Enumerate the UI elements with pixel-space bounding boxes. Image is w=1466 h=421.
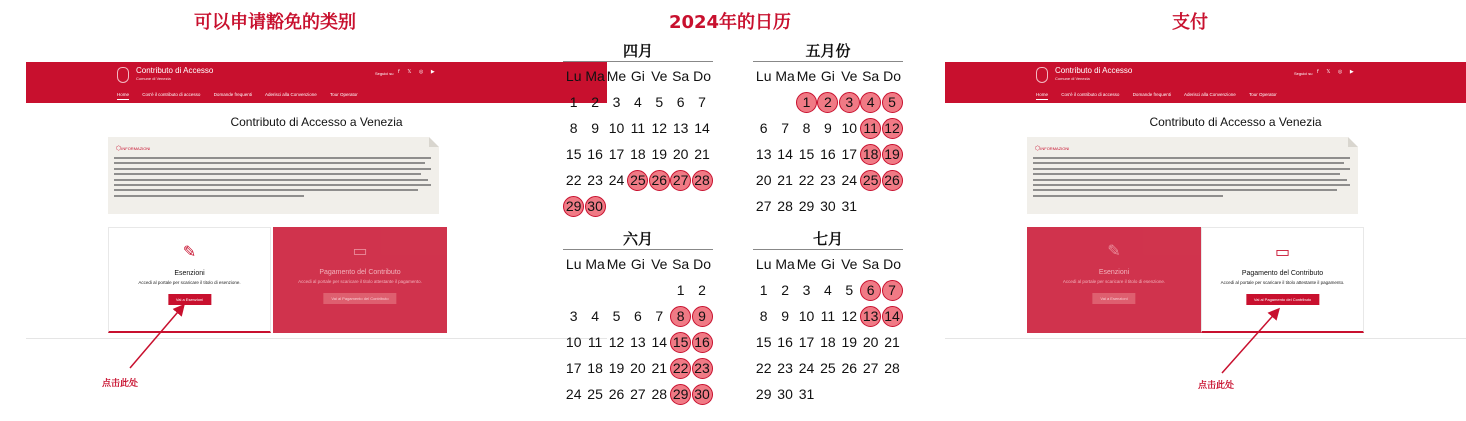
weekday-label: Gi <box>630 256 645 272</box>
weekday-label: Ve <box>651 68 668 84</box>
day: 20 <box>755 172 772 188</box>
day: 20 <box>630 360 646 376</box>
day: 3 <box>802 282 811 298</box>
day: 3 <box>612 94 621 110</box>
day: 7 <box>655 308 664 324</box>
day: 1 <box>759 282 768 298</box>
weekday-label: Gi <box>820 68 835 84</box>
empty-day <box>627 279 648 302</box>
site-header <box>1029 62 1442 103</box>
month-name: 四月 <box>563 40 713 62</box>
day: 14 <box>777 146 793 162</box>
nav-about[interactable]: Cos'è il contributo di accesso <box>142 92 201 97</box>
exemptions-card[interactable] <box>108 227 271 333</box>
day: 21 <box>777 172 793 188</box>
day: 17 <box>798 334 815 350</box>
month-name: 七月 <box>753 228 903 250</box>
site-subbrand: Comune di Venezia <box>1055 76 1090 81</box>
day: 30 <box>820 198 836 214</box>
weekday-label: Lu <box>565 256 582 272</box>
info-box <box>108 137 439 214</box>
info-label: ⬡ INFORMAZIONI <box>1035 145 1069 152</box>
credit-card-icon: ▭ <box>1274 242 1291 261</box>
day: 20 <box>862 334 879 350</box>
nav-join[interactable]: Aderisci alla Convenzione <box>1183 92 1236 97</box>
day: 22 <box>755 360 772 376</box>
day: 17 <box>608 146 625 162</box>
nav-tour-operator[interactable]: Tour Operator <box>1248 92 1277 97</box>
day: 28 <box>884 360 900 376</box>
day-grid <box>563 279 713 406</box>
weekday-label: Me <box>606 256 627 272</box>
pencil-icon: ✎ <box>1107 241 1121 260</box>
day-highlighted: 26 <box>649 170 670 191</box>
empty-day <box>563 279 584 302</box>
day: 4 <box>823 282 832 298</box>
exemptions-heading: 可以申请豁免的类别 <box>194 12 356 33</box>
day: 19 <box>608 360 625 376</box>
day: 1 <box>676 282 685 298</box>
day: 16 <box>777 334 793 350</box>
day-highlighted: 4 <box>860 92 881 113</box>
day-highlighted: 1 <box>796 92 817 113</box>
day: 9 <box>823 120 832 136</box>
day-highlighted: 16 <box>692 332 713 353</box>
follow-label: Seguici su <box>375 71 394 76</box>
day-highlighted: 15 <box>670 332 691 353</box>
day: 8 <box>569 120 578 136</box>
day: 31 <box>798 386 815 402</box>
weekday-header <box>563 253 713 275</box>
day-grid <box>753 91 903 218</box>
day: 3 <box>569 308 578 324</box>
day: 5 <box>612 308 621 324</box>
site-screenshot-exemptions <box>110 62 523 342</box>
day-highlighted: 11 <box>860 118 881 139</box>
follow-label: Seguici su <box>1294 71 1313 76</box>
empty-day <box>606 279 627 302</box>
day: 18 <box>630 146 646 162</box>
day: 12 <box>841 308 858 324</box>
card-subtitle: Accedi al portale per scaricare il titolo di esenzione. <box>1062 279 1166 284</box>
weekday-label: Sa <box>672 256 690 272</box>
card-subtitle: Accedi al portale per scaricare il titolo attestante il pagamento. <box>1220 280 1345 285</box>
day: 13 <box>755 146 772 162</box>
day: 12 <box>651 120 668 136</box>
weekday-label: Do <box>693 68 711 84</box>
day: 15 <box>798 146 815 162</box>
day: 17 <box>841 146 858 162</box>
day: 6 <box>676 94 685 110</box>
day: 20 <box>672 146 689 162</box>
weekday-label: Do <box>693 256 711 272</box>
weekday-label: Lu <box>755 256 772 272</box>
day: 24 <box>841 172 858 188</box>
day: 23 <box>820 172 836 188</box>
day: 10 <box>841 120 858 136</box>
weekday-label: Ve <box>651 256 668 272</box>
day: 28 <box>651 386 668 402</box>
card-title: Esenzioni <box>1098 269 1130 276</box>
payment-card[interactable] <box>1201 227 1364 333</box>
day: 26 <box>841 360 858 376</box>
day: 9 <box>591 120 599 136</box>
click-here-right: 点击此处 <box>1198 381 1235 391</box>
day: 26 <box>608 386 625 402</box>
day-highlighted: 27 <box>670 170 691 191</box>
day: 24 <box>565 386 582 402</box>
nav-faq[interactable]: Domande frequenti <box>1132 92 1171 97</box>
day: 23 <box>587 172 603 188</box>
nav-tour-operator[interactable]: Tour Operator <box>329 92 358 97</box>
day: 13 <box>630 334 646 350</box>
weekday-label: Ve <box>841 68 858 84</box>
day: 18 <box>820 334 836 350</box>
weekday-label: Gi <box>820 256 835 272</box>
day: 13 <box>672 120 689 136</box>
empty-day <box>584 279 605 302</box>
weekday-label: Ma <box>585 68 605 84</box>
day: 5 <box>655 94 664 110</box>
day: 27 <box>630 386 646 402</box>
day-highlighted: 26 <box>882 170 903 191</box>
day: 30 <box>777 386 793 402</box>
weekday-label: Me <box>796 256 817 272</box>
page-title: Contributo di Accesso a Venezia <box>230 115 403 129</box>
social-icons[interactable]: f 𝕏 ◎ ▶ <box>398 69 438 75</box>
calendar-month <box>753 40 903 218</box>
site-brand[interactable]: Contributo di Accesso <box>136 66 214 75</box>
day: 14 <box>694 120 710 136</box>
site-nav <box>117 92 370 97</box>
day-highlighted: 2 <box>817 92 838 113</box>
calendar-month <box>563 40 713 217</box>
site-header <box>110 62 523 103</box>
day: 8 <box>759 308 768 324</box>
divider <box>945 338 1466 339</box>
info-label: ⬡ INFORMAZIONI <box>116 145 150 152</box>
payment-button[interactable]: Vai al Pagamento del Contributo <box>323 293 396 304</box>
day: 21 <box>651 360 668 376</box>
card-title: Esenzioni <box>174 270 205 277</box>
day: 15 <box>565 146 582 162</box>
weekday-label: Lu <box>755 68 772 84</box>
day-highlighted: 30 <box>692 384 713 405</box>
day-highlighted: 29 <box>670 384 691 405</box>
day-grid <box>563 91 713 217</box>
day: 24 <box>798 360 815 376</box>
day: 23 <box>777 360 793 376</box>
day-highlighted: 3 <box>839 92 860 113</box>
weekday-label: Ma <box>585 256 605 272</box>
day: 11 <box>630 120 646 136</box>
card-subtitle: Accedi al portale per scaricare il titolo attestante il pagamento. <box>298 279 422 284</box>
day: 16 <box>587 146 603 162</box>
card-title: Pagamento del Contributo <box>319 269 401 276</box>
day: 7 <box>781 120 789 136</box>
calendar-month <box>563 228 713 406</box>
month-name: 六月 <box>563 228 713 250</box>
nav-home[interactable]: Home <box>1036 92 1048 100</box>
empty-day <box>774 91 795 114</box>
day: 2 <box>781 282 789 298</box>
day: 27 <box>755 198 772 214</box>
click-here-left: 点击此处 <box>102 379 139 389</box>
nav-home[interactable]: Home <box>117 92 129 100</box>
day: 16 <box>820 146 836 162</box>
day: 24 <box>608 172 625 188</box>
day-highlighted: 19 <box>882 144 903 165</box>
weekday-label: Sa <box>862 68 880 84</box>
divider <box>26 338 607 339</box>
nav-about[interactable]: Cos'è il contributo di accesso <box>1061 92 1120 97</box>
month-name: 五月份 <box>753 40 903 62</box>
weekday-label: Gi <box>630 68 645 84</box>
day: 18 <box>587 360 603 376</box>
day-highlighted: 30 <box>585 196 606 217</box>
weekday-label: Ve <box>841 256 858 272</box>
nav-join[interactable]: Aderisci alla Convenzione <box>264 92 317 97</box>
day: 21 <box>694 146 710 162</box>
card-title: Pagamento del Contributo <box>1241 270 1324 277</box>
empty-day <box>649 279 670 302</box>
day: 9 <box>781 308 789 324</box>
nav-faq[interactable]: Domande frequenti <box>213 92 252 97</box>
weekday-label: Me <box>606 68 627 84</box>
empty-day <box>753 91 774 114</box>
weekday-label: Sa <box>672 68 690 84</box>
day: 4 <box>633 94 642 110</box>
day: 8 <box>802 120 811 136</box>
weekday-label: Ma <box>775 256 795 272</box>
site-screenshot-payment <box>1029 62 1442 342</box>
credit-card-icon: ▭ <box>352 241 368 260</box>
site-brand[interactable]: Contributo di Accesso <box>1055 66 1133 75</box>
day-highlighted: 7 <box>882 280 903 301</box>
day: 19 <box>651 146 668 162</box>
day: 28 <box>777 198 793 214</box>
card-subtitle: Accedi al portale per scaricare il titolo di esenzione. <box>138 280 241 285</box>
day: 25 <box>820 360 836 376</box>
social-icons[interactable]: f 𝕏 ◎ ▶ <box>1317 69 1357 75</box>
day-highlighted: 25 <box>627 170 648 191</box>
payment-heading: 支付 <box>1172 12 1208 33</box>
weekday-header <box>753 253 903 275</box>
day: 29 <box>755 386 772 402</box>
info-text-lines <box>1033 157 1350 200</box>
weekday-header <box>753 65 903 87</box>
day: 25 <box>587 386 603 402</box>
day-highlighted: 28 <box>692 170 713 191</box>
day-highlighted: 25 <box>860 170 881 191</box>
info-box <box>1027 137 1358 214</box>
day: 15 <box>755 334 772 350</box>
day: 14 <box>651 334 668 350</box>
weekday-label: Sa <box>862 256 880 272</box>
weekday-header <box>563 65 713 87</box>
page-title: Contributo di Accesso a Venezia <box>1149 115 1322 129</box>
day: 6 <box>633 308 642 324</box>
weekday-label: Lu <box>565 68 582 84</box>
day: 6 <box>759 120 768 136</box>
day: 22 <box>565 172 582 188</box>
pencil-icon: ✎ <box>182 242 197 261</box>
site-subbrand: Comune di Venezia <box>136 76 171 81</box>
day-highlighted: 8 <box>670 306 691 327</box>
day: 10 <box>608 120 625 136</box>
day: 27 <box>862 360 879 376</box>
day-highlighted: 18 <box>860 144 881 165</box>
day-highlighted: 9 <box>692 306 713 327</box>
exemptions-button[interactable]: Vai a Esenzioni <box>168 294 211 305</box>
page-fold <box>1348 137 1358 147</box>
day: 29 <box>798 198 815 214</box>
day: 11 <box>820 308 836 324</box>
day: 10 <box>798 308 815 324</box>
calendar-month <box>753 228 903 406</box>
exemptions-button[interactable]: Vai a Esenzioni <box>1092 293 1135 304</box>
day: 7 <box>698 94 706 110</box>
day-grid <box>753 279 903 406</box>
day: 22 <box>798 172 815 188</box>
weekday-label: Ma <box>775 68 795 84</box>
day: 10 <box>565 334 582 350</box>
venice-crest-icon <box>117 67 129 83</box>
day: 11 <box>587 334 603 350</box>
payment-card[interactable] <box>273 227 447 333</box>
day: 31 <box>841 198 858 214</box>
day-highlighted: 14 <box>882 306 903 327</box>
day: 5 <box>845 282 854 298</box>
weekday-label: Me <box>796 68 817 84</box>
day-highlighted: 6 <box>860 280 881 301</box>
page-fold <box>429 137 439 147</box>
weekday-label: Do <box>883 256 901 272</box>
day-highlighted: 23 <box>692 358 713 379</box>
day-highlighted: 29 <box>563 196 584 217</box>
day: 19 <box>841 334 858 350</box>
day: 21 <box>884 334 900 350</box>
day-highlighted: 22 <box>670 358 691 379</box>
day: 2 <box>698 282 706 298</box>
calendar-heading: 2024年的日历 <box>668 12 792 33</box>
weekday-label: Do <box>883 68 901 84</box>
day-highlighted: 5 <box>882 92 903 113</box>
day: 12 <box>608 334 625 350</box>
day: 4 <box>591 308 599 324</box>
day: 1 <box>569 94 578 110</box>
exemptions-card[interactable] <box>1027 227 1201 333</box>
day-highlighted: 12 <box>882 118 903 139</box>
day-highlighted: 13 <box>860 306 881 327</box>
info-text-lines <box>114 157 431 200</box>
payment-button[interactable]: Vai al Pagamento del Contributo <box>1246 294 1319 305</box>
day: 2 <box>591 94 599 110</box>
day: 17 <box>565 360 582 376</box>
site-nav <box>1036 92 1289 97</box>
venice-crest-icon <box>1036 67 1048 83</box>
